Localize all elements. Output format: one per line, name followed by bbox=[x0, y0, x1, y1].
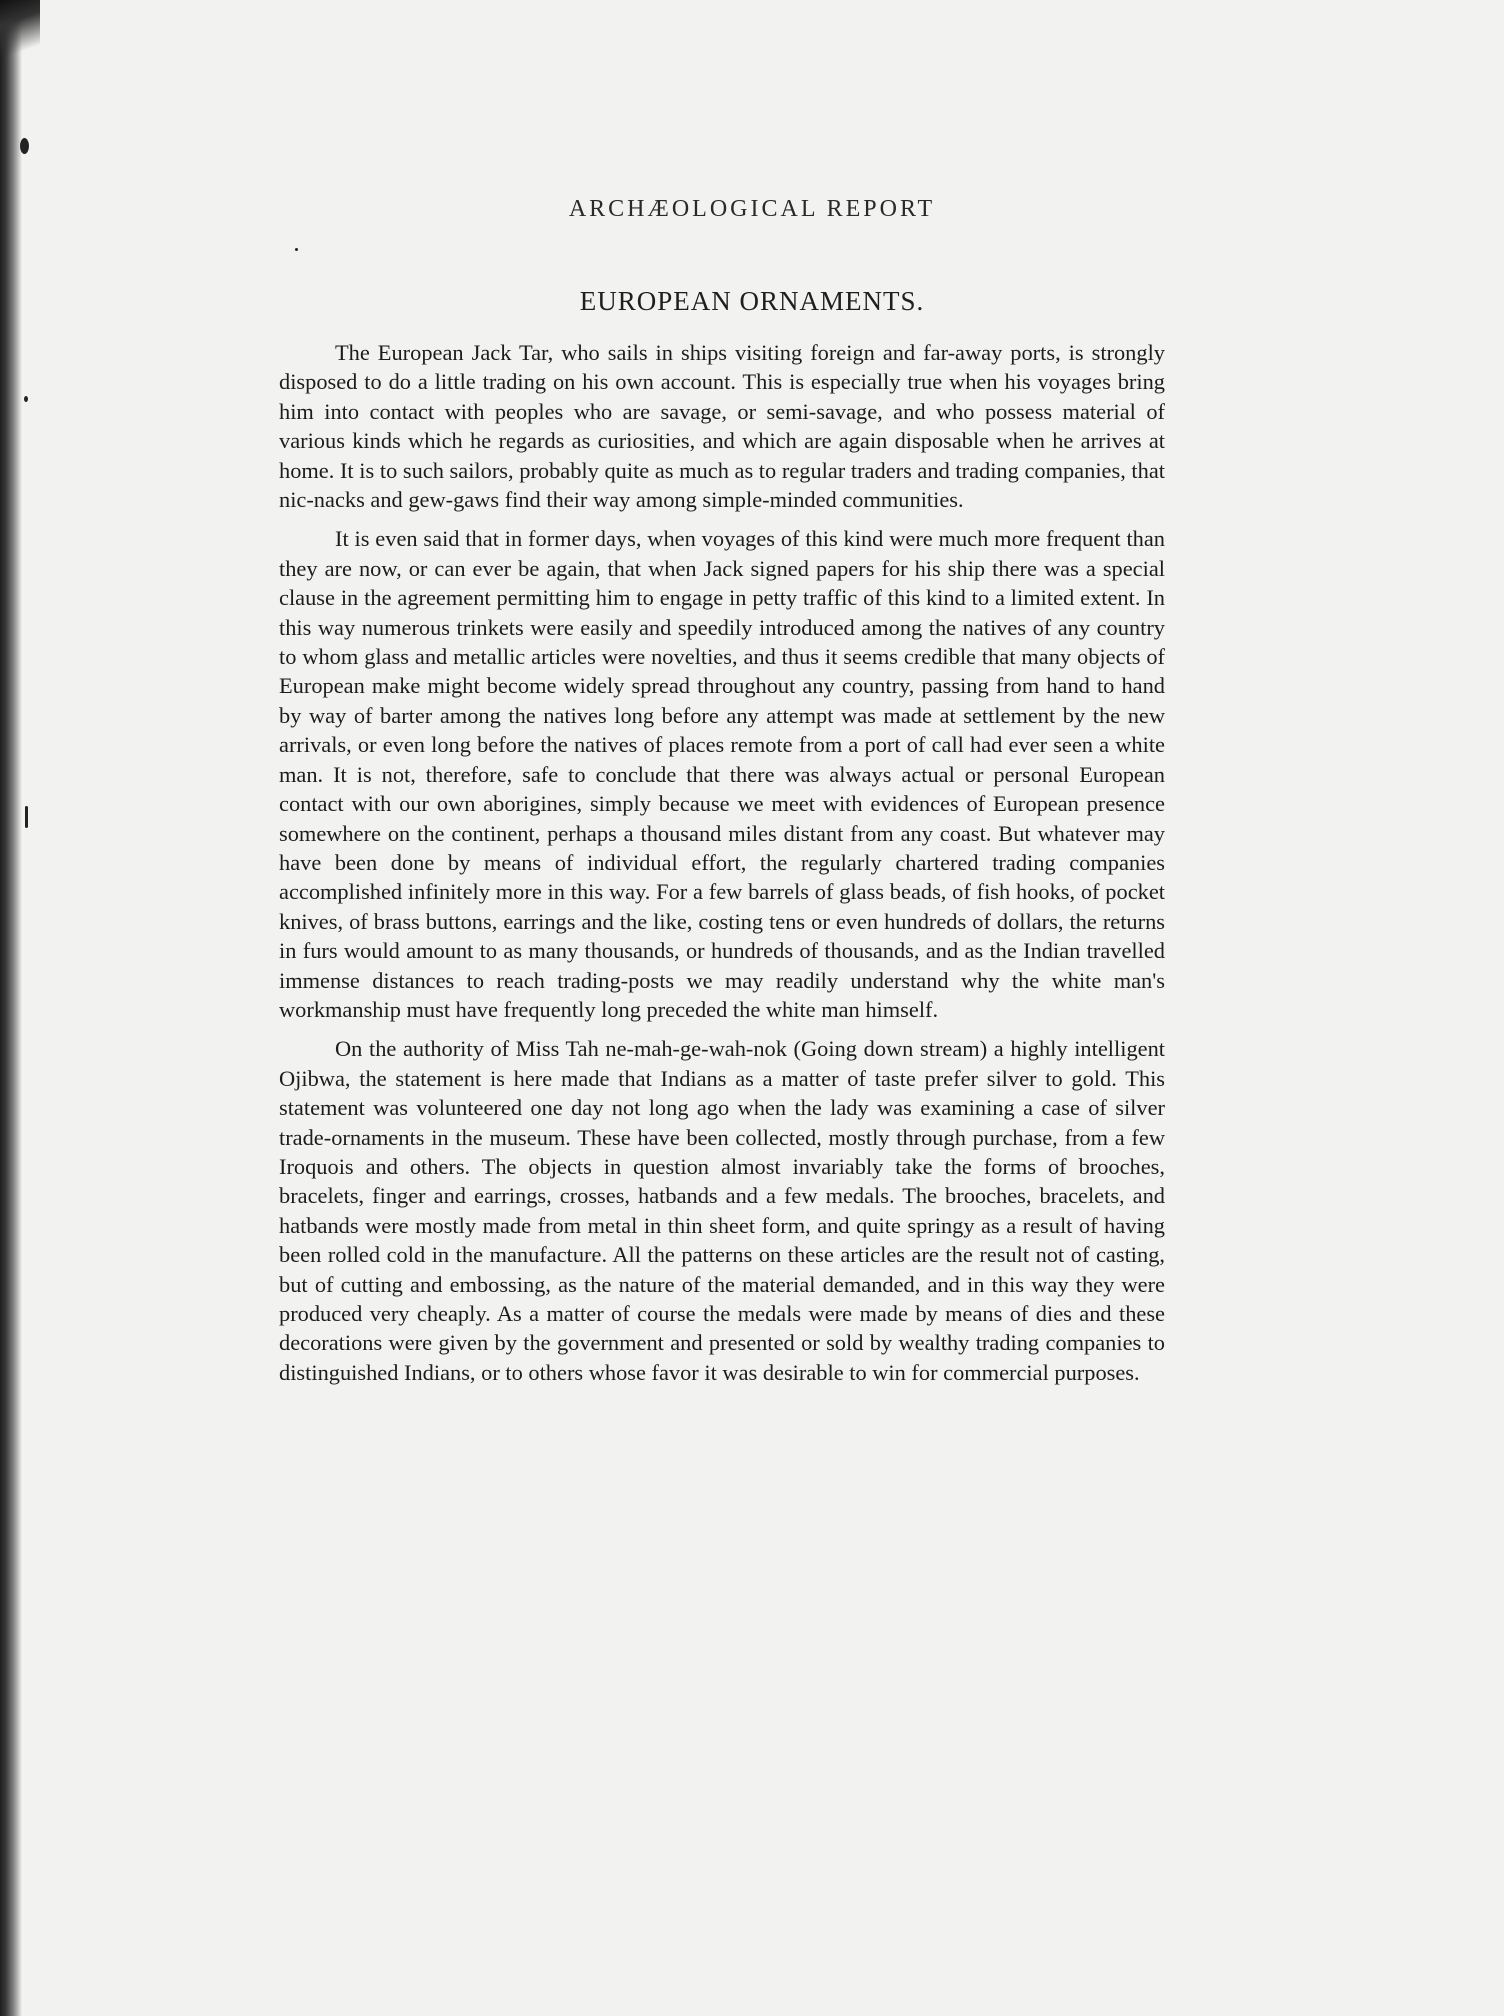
scan-speck bbox=[20, 138, 29, 154]
scan-speck bbox=[24, 396, 28, 402]
paragraph: On the authority of Miss Tah ne-mah-ge-wah-nok (Going down stream) a highly intelligent Ojibwa, the statement is here made that Indians as a matter of taste prefer silver to gold. This statement was volunteered one day not long ago when the lady was examining a case of silver trade-ornaments in the museum. These have been collected, mostly through purchase, from a few Iroquois and others. The objects in question almost invariably take the forms of brooches, bracelets, finger and earrings, crosses, hatbands and a few medals. The brooches, bracelets, and hatbands were mostly made from metal in thin sheet form, and quite springy as a result of having been rolled cold in the manufacture. All the patterns on these articles are the result not of casting, but of cutting and embossing, as the nature of the material demanded, and in this way they were produced very cheaply. As a matter of course the medals were made by means of dies and these decorations were given by the government and presented or sold by wealthy trading companies to distinguished Indians, or to others whose favor it was desirable to win for commercial purposes. bbox=[279, 1036, 1165, 1385]
scan-speck bbox=[295, 248, 298, 251]
scan-corner-shadow bbox=[0, 0, 40, 60]
running-head: ARCHÆOLOGICAL REPORT bbox=[568, 196, 936, 222]
paragraph: The European Jack Tar, who sails in ships visiting foreign and far-away ports, is strongly disposed to do a little trading on his own account. This is especially true when his voyages bring him into contact with peoples who are savage, or semi-savage, and who possess material of various kinds which he regards as curiosities, and which are again disposable when he arrives at home. It is to such sailors, probably quite as much as to regular traders and trading companies, that nic-nacks and gew-gaws find their way among simple-minded communities. bbox=[279, 340, 1165, 513]
section-title: EUROPEAN ORNAMENTS. bbox=[579, 286, 925, 316]
scan-speck bbox=[25, 806, 28, 828]
body-text bbox=[279, 338, 1165, 1397]
paragraph: It is even said that in former days, when voyages of this kind were much more frequent than they are now, or can ever be again, that when Jack signed papers for his ship there was a special clause in the agreement permitting him to engage in petty traffic of this kind to a limited extent. In this way numerous trinkets were easily and speedily introduced among the natives of any country to whom glass and metallic articles were novelties, and thus it seems credible that many objects of European make might become widely spread throughout any country, passing from hand to hand by way of barter among the natives long before any attempt was made at settlement by the new arrivals, or even long before the natives of places remote from a port of call had ever seen a white man. It is not, therefore, safe to conclude that there was always actual or personal European contact with our own aborigines, simply because we meet with evidences of European presence somewhere on the continent, perhaps a thousand miles distant from any coast. But whatever may have been done by means of individual effort, the regularly chartered trading companies accomplished infinitely more in this way. For a few barrels of glass beads, of fish hooks, of pocket knives, of brass buttons, earrings and the like, costing tens or even hundreds of dollars, the returns in furs would amount to as many thousands, or hundreds of thousands, and as the Indian travelled immense distances to reach trading-posts we may readily understand why the white man's workmanship must have frequently long preceded the white man himself. bbox=[279, 526, 1165, 1022]
